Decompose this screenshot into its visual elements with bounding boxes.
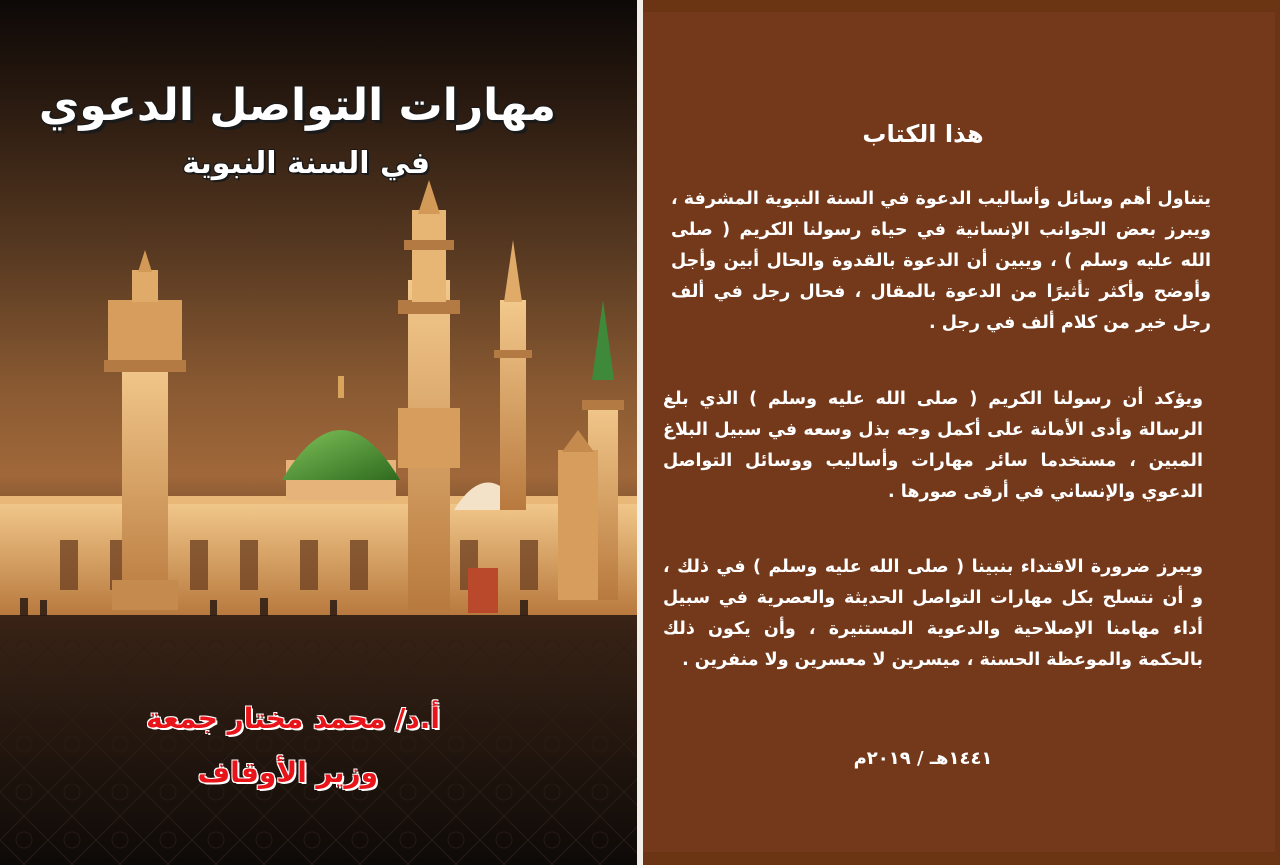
back-heading: هذا الكتاب [862, 120, 984, 148]
description-paragraph: ويؤكد أن رسولنا الكريم ( صلى الله عليه وسلم ) الذي بلغ الرسالة وأدى الأمانة على أكمل وجه بذل وسعه في سبيل البلاغ المبين ، مستخدما سائر مهارات وأساليب ووسائل التواصل الدعوي والإنساني في أرقى صورها . [663, 389, 1203, 502]
publication-date: ١٤٤١هـ / ٢٠١٩م [853, 748, 993, 769]
back-cover [643, 0, 1280, 865]
description-paragraph: يتناول أهم وسائل وأساليب الدعوة في السنة النبوية المشرفة ، ويبرز بعض الجوانب الإنسانية في حياة رسولنا الكريم ( صلى الله عليه وسلم ) ، ويبين أن الدعوة بالقدوة والحال أبين وأجل وأوضح وأكثر تأثيرًا من الدعوة بالمقال ، فحال رجل في ألف رجل خير من كلام ألف في رجل . [671, 189, 1211, 333]
book-subtitle: في السنة النبوية [182, 146, 430, 181]
book-title: مهارات التواصل الدعوي [38, 80, 556, 131]
description-paragraph: ويبرز ضرورة الاقتداء بنبينا ( صلى الله عليه وسلم ) في ذلك ، و أن نتسلح بكل مهارات التواصل الحديثة والعصرية في سبيل أداء مهامنا الإصلاحية والدعوية المستنيرة ، وأن يكون ذلك بالحكمة والموعظة الحسنة ، ميسرين لا معسرين ولا منفرين . [663, 557, 1203, 670]
author-name: أ.د/ محمد مختار جمعة [146, 702, 440, 735]
author-role: وزير الأوقاف [197, 756, 378, 789]
